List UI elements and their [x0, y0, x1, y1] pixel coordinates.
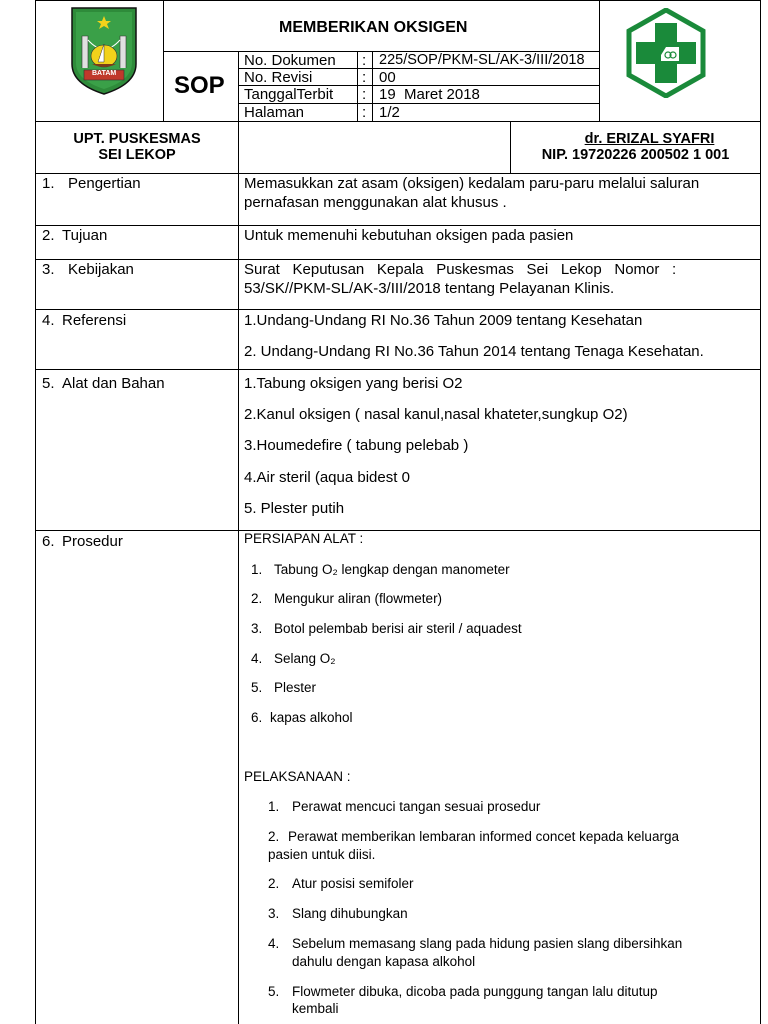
signer-name: dr. ERIZAL SYAFRI: [584, 131, 715, 147]
meta-value-tanggal: 19 Maret 2018: [379, 86, 480, 103]
kebijakan-line-2: 53/SK//PKM-SL/AK-3/III/2018 tentang Pelayanan Klinis.: [244, 280, 615, 297]
document-title: MEMBERIKAN OKSIGEN: [279, 19, 468, 36]
org-line-2: SEI LEKOP: [98, 147, 176, 163]
pelaksanaan-item-6-cont: kembali: [292, 1001, 339, 1016]
persiapan-item-6: kapas alkohol: [270, 710, 353, 725]
alat-line-2: 2.Kanul oksigen ( nasal kanul,nasal khateter,sungkup O2): [244, 406, 628, 423]
section-1-num: 1.: [42, 175, 55, 192]
persiapan-item-4: Selang O₂: [274, 651, 336, 666]
pelaksanaan-item-2: Perawat memberikan lembaran informed concet kepada keluarga: [288, 829, 679, 844]
persiapan-num-3: 3.: [251, 621, 263, 636]
pelaksanaan-num-1: 1.: [268, 799, 280, 814]
pelaksanaan-num-2: 2.: [268, 829, 280, 844]
pelaksanaan-item-1: Perawat mencuci tangan sesuai prosedur: [292, 799, 541, 814]
alat-line-3: 3.Houmedefire ( tabung pelebab ): [244, 437, 469, 454]
section-6-label: Prosedur: [62, 533, 123, 550]
persiapan-item-2: Mengukur aliran (flowmeter): [274, 591, 443, 606]
pengertian-line-2: pernafasan menggunakan alat khusus .: [244, 194, 507, 211]
persiapan-item-3: Botol pelembab berisi air steril / aquadest: [274, 621, 522, 636]
pelaksanaan-num-4: 3.: [268, 906, 280, 921]
meta-sep-dokumen: :: [362, 52, 367, 69]
pelaksanaan-num-5: 4.: [268, 936, 280, 951]
section-3-label: Kebijakan: [68, 261, 134, 278]
puskesmas-logo: [621, 8, 711, 98]
signer: [511, 131, 760, 163]
alat-line-1: 1.Tabung oksigen yang berisi O2: [244, 375, 463, 392]
section-4-label: Referensi: [62, 312, 127, 329]
section-6-num: 6.: [42, 533, 55, 550]
pelaksanaan-item-4: Slang dihubungkan: [292, 906, 408, 921]
pelaksanaan-item-2-cont: pasien untuk diisi.: [268, 847, 376, 862]
section-3-num: 3.: [42, 261, 55, 278]
meta-sep-halaman: :: [362, 104, 367, 121]
batam-logo: [68, 6, 140, 96]
persiapan-num-5: 5.: [251, 680, 263, 695]
persiapan-item-1: Tabung O₂ lengkap dengan manometer: [274, 562, 510, 577]
persiapan-item-5: Plester: [274, 680, 317, 695]
sop-label: SOP: [174, 72, 225, 99]
meta-value-dokumen: 225/SOP/PKM-SL/AK-3/III/2018: [379, 52, 585, 68]
referensi-line-1: 1.Undang-Undang RI No.36 Tahun 2009 tentang Kesehatan: [244, 312, 643, 329]
kebijakan-line-1: Surat Keputusan Kepala Puskesmas Sei Lekop Nomor :: [244, 261, 677, 278]
persiapan-num-2: 2.: [251, 591, 263, 606]
org-name: [36, 131, 238, 163]
pelaksanaan-heading: PELAKSANAAN :: [244, 769, 351, 784]
alat-line-5: 5. Plester putih: [244, 500, 345, 517]
meta-value-halaman: 1/2: [379, 104, 400, 121]
pelaksanaan-item-5: Sebelum memasang slang pada hidung pasien slang dibersihkan: [292, 936, 683, 951]
section-4-num: 4.: [42, 312, 55, 329]
meta-label-halaman: Halaman: [244, 104, 305, 121]
section-1-label: Pengertian: [68, 175, 141, 192]
meta-value-revisi: 00: [379, 69, 396, 86]
meta-sep-tanggal: :: [362, 86, 367, 103]
section-5-num: 5.: [42, 375, 55, 392]
referensi-line-2: 2. Undang-Undang RI No.36 Tahun 2014 tentang Tenaga Kesehatan.: [244, 343, 704, 360]
meta-sep-revisi: :: [362, 69, 367, 86]
persiapan-num-1: 1.: [251, 562, 263, 577]
pelaksanaan-item-5-cont: dahulu dengan kapasa alkohol: [292, 954, 476, 969]
pelaksanaan-item-3: Atur posisi semifoler: [292, 876, 414, 891]
meta-label-revisi: No. Revisi: [244, 69, 313, 86]
pelaksanaan-num-3: 2.: [268, 876, 280, 891]
meta-label-dokumen: No. Dokumen: [244, 52, 336, 69]
pengertian-line-1: Memasukkan zat asam (oksigen) kedalam paru-paru melalui saluran: [244, 175, 700, 192]
tujuan-line-1: Untuk memenuhi kebutuhan oksigen pada pasien: [244, 227, 574, 244]
pelaksanaan-item-6: Flowmeter dibuka, dicoba pada punggung tangan lalu ditutup: [292, 984, 658, 999]
persiapan-num-4: 4.: [251, 651, 263, 666]
batam-logo-text: BATAM: [92, 70, 117, 77]
section-2-label: Tujuan: [62, 227, 108, 244]
persiapan-num-6: 6.: [251, 710, 263, 725]
section-2-num: 2.: [42, 227, 55, 244]
section-5-label: Alat dan Bahan: [62, 375, 165, 392]
pelaksanaan-num-6: 5.: [268, 984, 280, 999]
persiapan-heading: PERSIAPAN ALAT :: [244, 531, 364, 546]
alat-line-4: 4.Air steril (aqua bidest 0: [244, 469, 410, 486]
meta-label-tanggal: TanggalTerbit: [244, 86, 334, 103]
signer-nip: NIP. 19720226 200502 1 001: [541, 147, 730, 163]
org-line-1: UPT. PUSKESMAS: [73, 131, 201, 147]
